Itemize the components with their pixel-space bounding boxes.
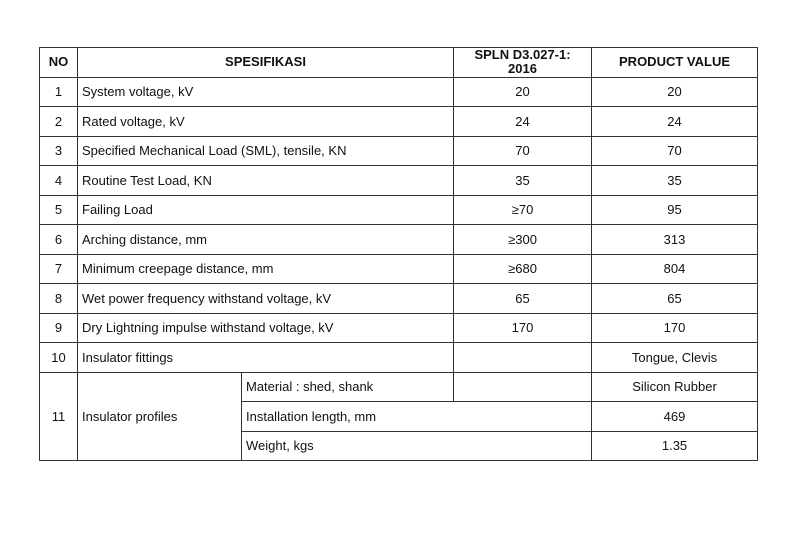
row-no: 1: [40, 77, 78, 107]
row-no: 9: [40, 313, 78, 343]
row-spec: Arching distance, mm: [78, 225, 454, 255]
row-spln: 170: [454, 313, 592, 343]
row-product: 24: [592, 107, 758, 137]
row-product: 804: [592, 254, 758, 284]
table-row: [40, 254, 758, 284]
specification-table: [39, 47, 758, 461]
profile-spec: Weight, kgs: [242, 431, 592, 461]
profile-spec: Installation length, mm: [242, 402, 592, 432]
row-spln: 65: [454, 284, 592, 314]
row-spln: [454, 343, 592, 373]
row-spec: Routine Test Load, KN: [78, 166, 454, 196]
row-spec: Specified Mechanical Load (SML), tensile, KN: [78, 136, 454, 166]
row-no: 4: [40, 166, 78, 196]
row-no: 6: [40, 225, 78, 255]
header-no: NO: [40, 48, 78, 78]
row-spln: 24: [454, 107, 592, 137]
row-spln: ≥70: [454, 195, 592, 225]
header-spln-line1: SPLN D3.027-1:: [474, 47, 571, 63]
profile-spec: Material : shed, shank: [242, 372, 454, 402]
header-spesifikasi: SPESIFIKASI: [78, 48, 454, 78]
row-product: 35: [592, 166, 758, 196]
table-row: [40, 284, 758, 314]
row-spec: Dry Lightning impulse withstand voltage, kV: [78, 313, 454, 343]
row-spec: Insulator fittings: [78, 343, 454, 373]
insulator-profiles-label: Insulator profiles: [78, 372, 242, 461]
row-spln: ≥300: [454, 225, 592, 255]
table-row: [40, 343, 758, 373]
profile-spln: [454, 372, 592, 402]
row-product: 170: [592, 313, 758, 343]
row-no: 3: [40, 136, 78, 166]
row-product: 65: [592, 284, 758, 314]
profile-product: 1.35: [592, 431, 758, 461]
row-spln: ≥680: [454, 254, 592, 284]
header-spln-line2: 2016: [508, 61, 537, 77]
row-spec: Wet power frequency withstand voltage, kV: [78, 284, 454, 314]
row-spec: Rated voltage, kV: [78, 107, 454, 137]
row-no: 2: [40, 107, 78, 137]
row-spln: 20: [454, 77, 592, 107]
row-product: 70: [592, 136, 758, 166]
row-product: Tongue, Clevis: [592, 343, 758, 373]
header-spln: [454, 48, 592, 78]
row-no: 5: [40, 195, 78, 225]
row-spec: System voltage, kV: [78, 77, 454, 107]
profile-product: Silicon Rubber: [592, 372, 758, 402]
row-no: 10: [40, 343, 78, 373]
row-product: 313: [592, 225, 758, 255]
table-row: [40, 313, 758, 343]
row-spln: 70: [454, 136, 592, 166]
table-header-row: [40, 48, 758, 78]
row-product: 95: [592, 195, 758, 225]
header-product-value: PRODUCT VALUE: [592, 48, 758, 78]
table-row: [40, 195, 758, 225]
table-row: [40, 136, 758, 166]
row-no: 11: [40, 372, 78, 461]
table-row: [40, 77, 758, 107]
profile-product: 469: [592, 402, 758, 432]
row-no: 7: [40, 254, 78, 284]
row-no: 8: [40, 284, 78, 314]
table-row: [40, 225, 758, 255]
row-product: 20: [592, 77, 758, 107]
table-row: [40, 372, 758, 402]
row-spec: Failing Load: [78, 195, 454, 225]
row-spec: Minimum creepage distance, mm: [78, 254, 454, 284]
table-row: [40, 107, 758, 137]
table-row: [40, 166, 758, 196]
row-spln: 35: [454, 166, 592, 196]
